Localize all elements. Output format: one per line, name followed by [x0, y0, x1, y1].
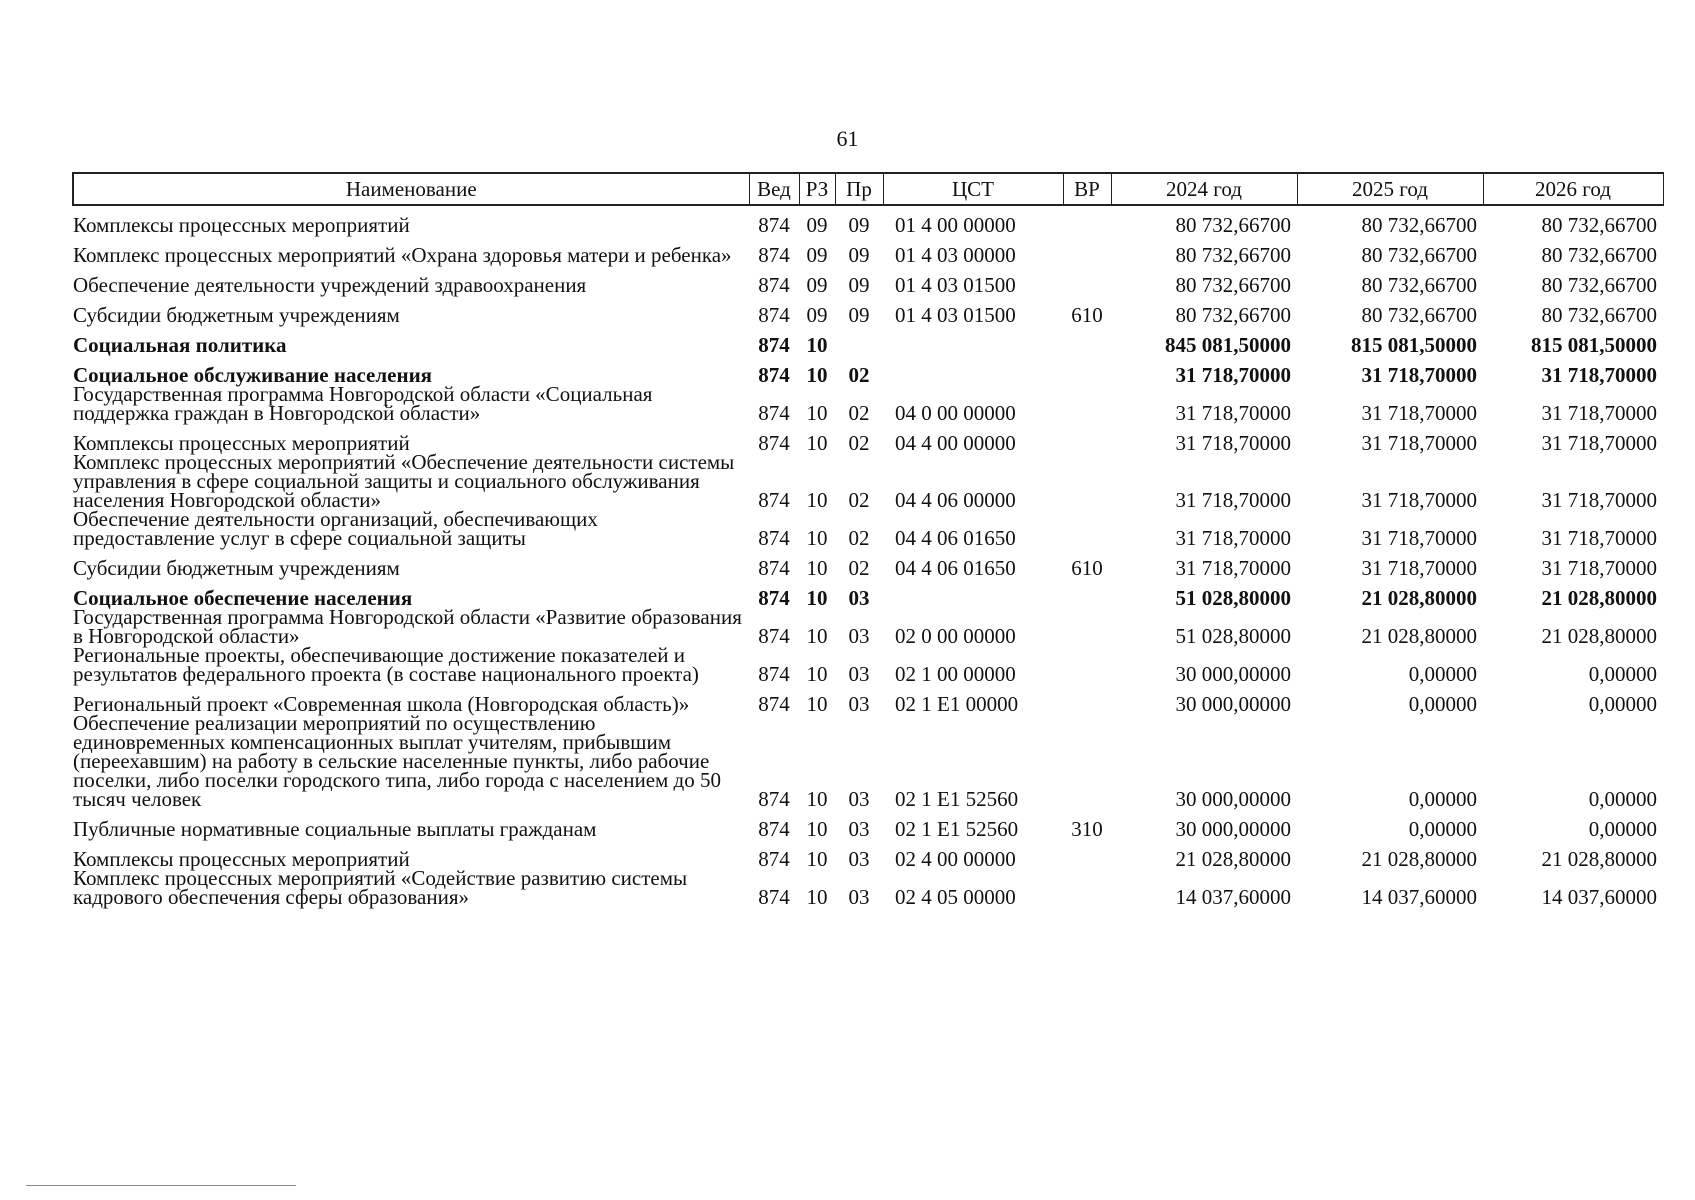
- row-cst: 04 0 00 00000: [895, 401, 1016, 425]
- row-2024-value: 31 718,70000: [1175, 363, 1291, 387]
- row-pr: 03: [848, 586, 870, 610]
- row-cst: 04 4 00 00000: [895, 431, 1016, 455]
- row-2024-value: 31 718,70000: [1175, 401, 1291, 425]
- row-ved: 874: [758, 847, 790, 871]
- table-row: [73, 265, 1663, 295]
- row-ved: 874: [758, 586, 790, 610]
- row-ved: 874: [758, 885, 790, 909]
- row-ved: 874: [758, 526, 790, 550]
- row-cst: 01 4 00 00000: [895, 213, 1016, 237]
- row-vr: [1063, 385, 1111, 423]
- header-vr: ВР: [1063, 173, 1111, 205]
- table-row: [73, 510, 1663, 548]
- row-2026-value: 80 732,66700: [1541, 213, 1657, 237]
- row-pr: 03: [848, 787, 870, 811]
- row-2026-value: 80 732,66700: [1541, 303, 1657, 327]
- row-2024-value: 21 028,80000: [1175, 847, 1291, 871]
- row-2025-value: 80 732,66700: [1361, 213, 1477, 237]
- header-cst: ЦСТ: [883, 173, 1063, 205]
- table-row: [73, 646, 1663, 684]
- row-rz: 10: [806, 817, 828, 841]
- row-2024-value: 31 718,70000: [1175, 431, 1291, 455]
- row-rz: 09: [806, 303, 828, 327]
- row-name: Субсидии бюджетным учреждениям: [73, 303, 400, 327]
- row-vr: [1063, 325, 1111, 355]
- row-vr: 610: [1071, 303, 1103, 327]
- row-cst: 02 1 Е1 52560: [895, 817, 1019, 841]
- row-vr: [1063, 453, 1111, 510]
- row-vr: [1063, 205, 1111, 235]
- row-ved: 874: [758, 431, 790, 455]
- row-2024-value: 51 028,80000: [1175, 624, 1291, 648]
- table-row: [73, 325, 1663, 355]
- row-cst: 02 4 00 00000: [895, 847, 1016, 871]
- row-pr: 03: [848, 847, 870, 871]
- row-rz: 10: [806, 692, 828, 716]
- row-name: Комплекс процессных мероприятий «Содействие развитию системы кадрового обеспечения сферы образования»: [73, 866, 688, 909]
- row-ved: 874: [758, 787, 790, 811]
- row-name: Социальное обслуживание населения: [73, 363, 433, 387]
- row-rz: 09: [806, 213, 828, 237]
- row-pr: 09: [848, 213, 870, 237]
- row-vr: [1063, 839, 1111, 869]
- row-name: Комплекс процессных мероприятий «Обеспечение деятельности системы управления в сфере социальной защиты и социального обслуживания населения Новгородской области»: [73, 450, 735, 512]
- table-row: [73, 385, 1663, 423]
- row-ved: 874: [758, 401, 790, 425]
- table-row: [73, 453, 1663, 510]
- row-rz: 10: [806, 333, 828, 357]
- row-cst: 04 4 06 00000: [895, 488, 1016, 512]
- table-body: [73, 205, 1663, 907]
- row-2024-value: 845 081,50000: [1165, 333, 1291, 357]
- row-ved: 874: [758, 692, 790, 716]
- row-2025-value: 0,00000: [1408, 692, 1477, 716]
- row-vr: 310: [1071, 817, 1103, 841]
- row-2025-value: 80 732,66700: [1361, 243, 1477, 267]
- row-2026-value: 0,00000: [1588, 787, 1657, 811]
- row-cst: 02 4 05 00000: [895, 885, 1016, 909]
- row-2026-value: 31 718,70000: [1541, 526, 1657, 550]
- row-name: Публичные нормативные социальные выплаты гражданам: [73, 817, 597, 841]
- row-rz: 10: [806, 787, 828, 811]
- header-ved: Вед: [749, 173, 799, 205]
- row-ved: 874: [758, 662, 790, 686]
- row-rz: 10: [806, 885, 828, 909]
- row-pr: 03: [848, 624, 870, 648]
- row-name: Социальное обеспечение населения: [73, 586, 413, 610]
- table-row: [73, 869, 1663, 907]
- row-ved: 874: [758, 556, 790, 580]
- row-2024-value: 30 000,00000: [1175, 817, 1291, 841]
- row-cst: 02 1 00 00000: [895, 662, 1016, 686]
- row-rz: 10: [806, 662, 828, 686]
- row-2025-value: 21 028,80000: [1361, 624, 1477, 648]
- row-rz: 10: [806, 431, 828, 455]
- row-ved: 874: [758, 303, 790, 327]
- table-row: [73, 548, 1663, 578]
- header-2024: 2024 год: [1111, 173, 1297, 205]
- row-vr: [1063, 714, 1111, 809]
- row-2026-value: 21 028,80000: [1541, 586, 1657, 610]
- row-vr: [1063, 265, 1111, 295]
- row-pr: 03: [848, 885, 870, 909]
- row-name: Комплексы процессных мероприятий: [73, 847, 410, 871]
- table-row: [73, 684, 1663, 714]
- budget-table-container: [72, 172, 1662, 907]
- table-header-row: [73, 173, 1663, 205]
- row-2025-value: 815 081,50000: [1351, 333, 1477, 357]
- row-rz: 09: [806, 243, 828, 267]
- row-name: Социальная политика: [73, 333, 287, 357]
- row-cst: 02 1 Е1 52560: [895, 787, 1019, 811]
- row-2026-value: 21 028,80000: [1541, 624, 1657, 648]
- row-2025-value: 31 718,70000: [1361, 556, 1477, 580]
- row-name: Обеспечение реализации мероприятий по осуществлению единовременных компенсационных выплат учителям, прибывшим (переехавшим) на работу в сельские населенные пункты, либо рабочие поселки, либо поселки городского типа, либо города с населением до 50 тысяч человек: [73, 711, 721, 811]
- row-2024-value: 51 028,80000: [1175, 586, 1291, 610]
- row-2024-value: 31 718,70000: [1175, 556, 1291, 580]
- row-cst: 04 4 06 01650: [895, 526, 1016, 550]
- row-2025-value: 31 718,70000: [1361, 488, 1477, 512]
- row-2025-value: 80 732,66700: [1361, 303, 1477, 327]
- row-vr: [1063, 578, 1111, 608]
- row-2026-value: 80 732,66700: [1541, 243, 1657, 267]
- row-2025-value: 0,00000: [1408, 787, 1477, 811]
- table-row: [73, 295, 1663, 325]
- row-name: Региональные проекты, обеспечивающие достижение показателей и результатов федерального проекта (в составе национального проекта): [73, 643, 699, 686]
- row-pr: 03: [848, 817, 870, 841]
- row-vr: [1063, 869, 1111, 907]
- row-pr: [835, 325, 883, 355]
- row-rz: 10: [806, 847, 828, 871]
- header-name: Наименование: [73, 173, 749, 205]
- row-2025-value: 0,00000: [1408, 817, 1477, 841]
- row-name: Обеспечение деятельности организаций, обеспечивающих предоставление услуг в сфере социальной защиты: [73, 507, 598, 550]
- row-cst: 04 4 06 01650: [895, 556, 1016, 580]
- header-2025: 2025 год: [1297, 173, 1483, 205]
- row-name: Комплексы процессных мероприятий: [73, 213, 410, 237]
- row-2024-value: 14 037,60000: [1175, 885, 1291, 909]
- row-name: Комплексы процессных мероприятий: [73, 431, 410, 455]
- row-name: Региональный проект «Современная школа (Новгородская область)»: [73, 692, 690, 716]
- row-pr: 02: [848, 363, 870, 387]
- row-2024-value: 80 732,66700: [1175, 213, 1291, 237]
- header-rz: РЗ: [799, 173, 835, 205]
- row-2025-value: 14 037,60000: [1361, 885, 1477, 909]
- row-2024-value: 30 000,00000: [1175, 692, 1291, 716]
- header-2026: 2026 год: [1483, 173, 1663, 205]
- footer-rule: [26, 1185, 296, 1186]
- row-pr: 02: [848, 431, 870, 455]
- row-2024-value: 30 000,00000: [1175, 787, 1291, 811]
- row-name: Комплекс процессных мероприятий «Охрана здоровья матери и ребенка»: [73, 243, 732, 267]
- row-2026-value: 31 718,70000: [1541, 401, 1657, 425]
- row-ved: 874: [758, 273, 790, 297]
- row-ved: 874: [758, 624, 790, 648]
- row-rz: 10: [806, 401, 828, 425]
- table-row: [73, 235, 1663, 265]
- row-cst: 01 4 03 00000: [895, 243, 1016, 267]
- row-ved: 874: [758, 817, 790, 841]
- row-rz: 09: [806, 273, 828, 297]
- row-2025-value: 31 718,70000: [1361, 526, 1477, 550]
- row-rz: 10: [806, 624, 828, 648]
- row-vr: [1063, 235, 1111, 265]
- row-vr: [1063, 646, 1111, 684]
- row-2026-value: 31 718,70000: [1541, 431, 1657, 455]
- header-pr: Пр: [835, 173, 883, 205]
- table-row: [73, 205, 1663, 235]
- row-pr: 03: [848, 692, 870, 716]
- row-cst: [883, 325, 1063, 355]
- table-row: [73, 355, 1663, 385]
- row-pr: 02: [848, 488, 870, 512]
- row-cst: 01 4 03 01500: [895, 273, 1016, 297]
- row-2026-value: 815 081,50000: [1531, 333, 1657, 357]
- row-2025-value: 80 732,66700: [1361, 273, 1477, 297]
- row-vr: [1063, 510, 1111, 548]
- row-vr: [1063, 684, 1111, 714]
- page-number: 61: [836, 126, 859, 151]
- row-name: Государственная программа Новгородской области «Развитие образования в Новгородской области»: [73, 605, 742, 648]
- row-2026-value: 0,00000: [1588, 692, 1657, 716]
- row-pr: 02: [848, 556, 870, 580]
- row-2026-value: 21 028,80000: [1541, 847, 1657, 871]
- row-vr: [1063, 355, 1111, 385]
- row-2024-value: 80 732,66700: [1175, 303, 1291, 327]
- table-row: [73, 809, 1663, 839]
- row-2026-value: 31 718,70000: [1541, 488, 1657, 512]
- row-ved: 874: [758, 333, 790, 357]
- row-rz: 10: [806, 363, 828, 387]
- row-rz: 10: [806, 526, 828, 550]
- table-row: [73, 423, 1663, 453]
- row-2026-value: 14 037,60000: [1541, 885, 1657, 909]
- row-vr: [1063, 608, 1111, 646]
- row-2026-value: 80 732,66700: [1541, 273, 1657, 297]
- row-pr: 02: [848, 526, 870, 550]
- row-2026-value: 0,00000: [1588, 662, 1657, 686]
- row-2026-value: 31 718,70000: [1541, 363, 1657, 387]
- row-2024-value: 80 732,66700: [1175, 273, 1291, 297]
- row-2025-value: 31 718,70000: [1361, 401, 1477, 425]
- row-2024-value: 80 732,66700: [1175, 243, 1291, 267]
- row-2024-value: 31 718,70000: [1175, 488, 1291, 512]
- row-name: Обеспечение деятельности учреждений здравоохранения: [73, 273, 587, 297]
- row-ved: 874: [758, 243, 790, 267]
- row-2025-value: 31 718,70000: [1361, 363, 1477, 387]
- row-pr: 03: [848, 662, 870, 686]
- row-2025-value: 21 028,80000: [1361, 847, 1477, 871]
- table-row: [73, 578, 1663, 608]
- row-pr: 09: [848, 303, 870, 327]
- row-rz: 10: [806, 556, 828, 580]
- table-row: [73, 839, 1663, 869]
- row-2026-value: 0,00000: [1588, 817, 1657, 841]
- row-cst: 02 1 Е1 00000: [895, 692, 1019, 716]
- table-row: [73, 714, 1663, 809]
- table-row: [73, 608, 1663, 646]
- row-pr: 09: [848, 273, 870, 297]
- row-cst: [883, 578, 1063, 608]
- row-pr: 02: [848, 401, 870, 425]
- row-cst: 02 0 00 00000: [895, 624, 1016, 648]
- row-2025-value: 21 028,80000: [1361, 586, 1477, 610]
- row-rz: 10: [806, 488, 828, 512]
- row-ved: 874: [758, 363, 790, 387]
- budget-table: [72, 172, 1664, 907]
- row-2026-value: 31 718,70000: [1541, 556, 1657, 580]
- row-rz: 10: [806, 586, 828, 610]
- row-name: Государственная программа Новгородской области «Социальная поддержка граждан в Новгородской области»: [73, 382, 653, 425]
- row-pr: 09: [848, 243, 870, 267]
- row-cst: 01 4 03 01500: [895, 303, 1016, 327]
- row-ved: 874: [758, 213, 790, 237]
- row-cst: [883, 355, 1063, 385]
- row-2024-value: 31 718,70000: [1175, 526, 1291, 550]
- row-ved: 874: [758, 488, 790, 512]
- row-vr: [1063, 423, 1111, 453]
- row-vr: 610: [1071, 556, 1103, 580]
- row-name: Субсидии бюджетным учреждениям: [73, 556, 400, 580]
- row-2024-value: 30 000,00000: [1175, 662, 1291, 686]
- row-2025-value: 31 718,70000: [1361, 431, 1477, 455]
- row-2025-value: 0,00000: [1408, 662, 1477, 686]
